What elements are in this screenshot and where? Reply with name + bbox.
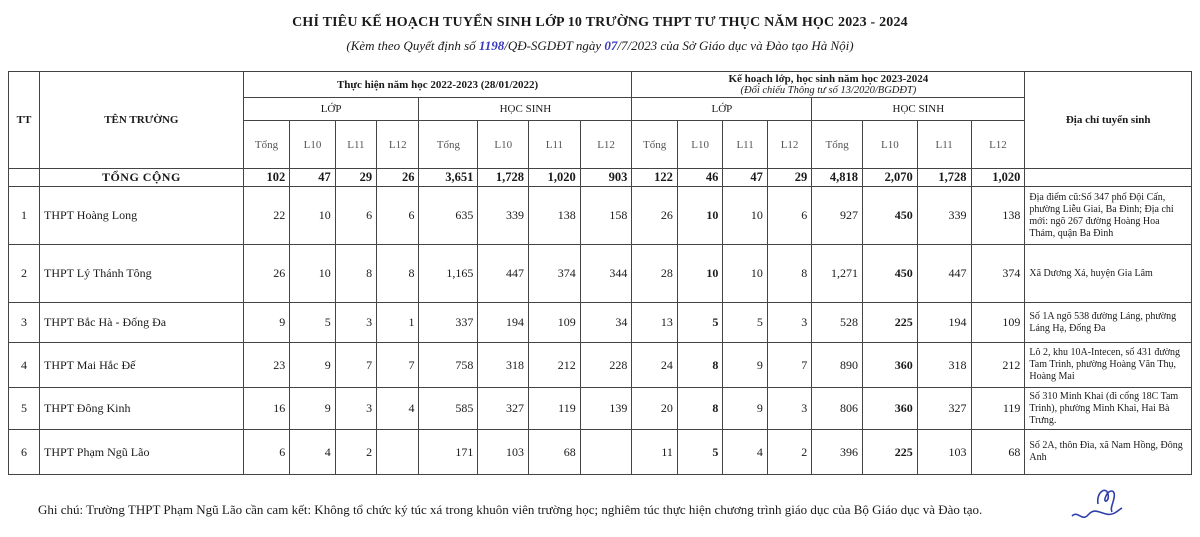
value-cell: 10 <box>677 245 722 303</box>
total-cell: 26 <box>377 169 419 187</box>
value-cell <box>377 430 419 475</box>
row-number: 5 <box>9 388 40 430</box>
total-cell: 1,020 <box>529 169 581 187</box>
school-name: THPT Phạm Ngũ Lão <box>40 430 244 475</box>
value-cell: 194 <box>917 303 971 343</box>
row-number: 1 <box>9 187 40 245</box>
sub-header: Tổng <box>632 121 677 169</box>
value-cell: 447 <box>917 245 971 303</box>
value-cell: 212 <box>971 343 1025 388</box>
value-cell: 10 <box>290 187 335 245</box>
value-cell: 9 <box>290 343 335 388</box>
total-cell: 47 <box>290 169 335 187</box>
subtitle-part2: /QĐ-SGDĐT ngày <box>504 38 605 53</box>
value-cell: 758 <box>419 343 478 388</box>
table-row <box>9 303 1192 343</box>
value-cell: 24 <box>632 343 677 388</box>
decision-day: 07 <box>604 38 618 53</box>
total-cell: 2,070 <box>862 169 917 187</box>
value-cell: 139 <box>580 388 632 430</box>
header-actual-hocsinh: HỌC SINH <box>419 98 632 121</box>
value-cell: 6 <box>377 187 419 245</box>
sub-header: L12 <box>767 121 811 169</box>
value-cell: 22 <box>243 187 290 245</box>
value-cell: 26 <box>243 245 290 303</box>
total-cell: 47 <box>723 169 767 187</box>
value-cell: 6 <box>335 187 376 245</box>
value-cell: 5 <box>290 303 335 343</box>
value-cell: 5 <box>723 303 767 343</box>
value-cell: 374 <box>529 245 581 303</box>
value-cell: 360 <box>862 343 917 388</box>
sub-header: L10 <box>677 121 722 169</box>
value-cell: 806 <box>812 388 863 430</box>
value-cell: 450 <box>862 245 917 303</box>
total-cell: 46 <box>677 169 722 187</box>
value-cell: 23 <box>243 343 290 388</box>
value-cell: 337 <box>419 303 478 343</box>
value-cell: 360 <box>862 388 917 430</box>
header-address: Địa chỉ tuyển sinh <box>1025 72 1192 169</box>
document-subtitle <box>0 38 1200 54</box>
value-cell: 339 <box>478 187 529 245</box>
sub-header: L11 <box>723 121 767 169</box>
sub-header: Tổng <box>419 121 478 169</box>
header-plan-hocsinh: HỌC SINH <box>812 98 1025 121</box>
table-row <box>9 388 1192 430</box>
value-cell: 327 <box>478 388 529 430</box>
subtitle-part1: (Kèm theo Quyết định số <box>346 38 479 53</box>
value-cell: 16 <box>243 388 290 430</box>
value-cell: 1,165 <box>419 245 478 303</box>
address-cell: Số 1A ngõ 538 đường Láng, phường Láng Hạ, Đống Đa <box>1025 303 1192 343</box>
enrollment-table <box>8 71 1192 475</box>
sub-header: L11 <box>529 121 581 169</box>
value-cell: 194 <box>478 303 529 343</box>
total-cell: 102 <box>243 169 290 187</box>
value-cell: 4 <box>723 430 767 475</box>
school-name: THPT Mai Hắc Đế <box>40 343 244 388</box>
total-cell: 1,728 <box>478 169 529 187</box>
value-cell: 339 <box>917 187 971 245</box>
value-cell: 528 <box>812 303 863 343</box>
value-cell: 7 <box>335 343 376 388</box>
value-cell: 2 <box>767 430 811 475</box>
value-cell: 228 <box>580 343 632 388</box>
value-cell: 447 <box>478 245 529 303</box>
value-cell: 10 <box>723 245 767 303</box>
row-number: 3 <box>9 303 40 343</box>
value-cell: 9 <box>723 388 767 430</box>
value-cell: 8 <box>677 388 722 430</box>
sub-header: Tổng <box>812 121 863 169</box>
sub-header: L11 <box>335 121 376 169</box>
table-row <box>9 187 1192 245</box>
value-cell: 225 <box>862 303 917 343</box>
value-cell: 103 <box>917 430 971 475</box>
value-cell: 10 <box>723 187 767 245</box>
value-cell: 585 <box>419 388 478 430</box>
value-cell: 171 <box>419 430 478 475</box>
value-cell: 396 <box>812 430 863 475</box>
value-cell: 9 <box>723 343 767 388</box>
value-cell: 2 <box>335 430 376 475</box>
value-cell <box>580 430 632 475</box>
header-actual: Thực hiện năm học 2022-2023 (28/01/2022) <box>243 72 632 98</box>
school-name: THPT Hoàng Long <box>40 187 244 245</box>
value-cell: 3 <box>335 303 376 343</box>
value-cell: 8 <box>677 343 722 388</box>
value-cell: 6 <box>767 187 811 245</box>
sub-header: L12 <box>580 121 632 169</box>
row-number: 2 <box>9 245 40 303</box>
address-cell: Địa điểm cũ:Số 347 phố Đội Cấn, phường Liễu Giai, Ba Đình; Địa chỉ mới: ngõ 267 đường Hoàng Hoa Thám, quận Ba Đình <box>1025 187 1192 245</box>
value-cell: 8 <box>377 245 419 303</box>
value-cell: 13 <box>632 303 677 343</box>
signature-icon <box>1068 482 1124 528</box>
value-cell: 138 <box>529 187 581 245</box>
sub-header: L12 <box>377 121 419 169</box>
table-row <box>9 343 1192 388</box>
value-cell: 109 <box>971 303 1025 343</box>
value-cell: 3 <box>767 303 811 343</box>
value-cell: 158 <box>580 187 632 245</box>
value-cell: 7 <box>767 343 811 388</box>
header-actual-lop: LỚP <box>243 98 419 121</box>
subtitle-part3: /7/2023 của Sở Giáo dục và Đào tạo Hà Nội) <box>617 38 854 53</box>
value-cell: 20 <box>632 388 677 430</box>
value-cell: 212 <box>529 343 581 388</box>
sub-header: L11 <box>917 121 971 169</box>
value-cell: 11 <box>632 430 677 475</box>
value-cell: 374 <box>971 245 1025 303</box>
value-cell: 3 <box>335 388 376 430</box>
sub-header: L10 <box>290 121 335 169</box>
value-cell: 890 <box>812 343 863 388</box>
value-cell: 327 <box>917 388 971 430</box>
sub-header: L12 <box>971 121 1025 169</box>
value-cell: 68 <box>971 430 1025 475</box>
total-tt-cell <box>9 169 40 187</box>
value-cell: 34 <box>580 303 632 343</box>
header-plan-note: (Đối chiếu Thông tư số 13/2020/BGDĐT) <box>740 85 917 96</box>
value-cell: 28 <box>632 245 677 303</box>
total-address-cell <box>1025 169 1192 187</box>
total-row <box>9 169 1192 187</box>
value-cell: 68 <box>529 430 581 475</box>
value-cell: 5 <box>677 430 722 475</box>
value-cell: 1,271 <box>812 245 863 303</box>
value-cell: 109 <box>529 303 581 343</box>
school-name: THPT Bắc Hà - Đống Đa <box>40 303 244 343</box>
value-cell: 103 <box>478 430 529 475</box>
value-cell: 10 <box>677 187 722 245</box>
total-cell: 29 <box>335 169 376 187</box>
sub-header: L10 <box>862 121 917 169</box>
value-cell: 119 <box>971 388 1025 430</box>
address-cell: Số 2A, thôn Đìa, xã Nam Hồng, Đông Anh <box>1025 430 1192 475</box>
total-cell: 4,818 <box>812 169 863 187</box>
table-row <box>9 245 1192 303</box>
value-cell: 344 <box>580 245 632 303</box>
value-cell: 1 <box>377 303 419 343</box>
address-cell: Lô 2, khu 10A-Intecen, số 431 đường Tam Trinh, phường Hoàng Văn Thụ, Hoàng Mai <box>1025 343 1192 388</box>
value-cell: 10 <box>290 245 335 303</box>
header-tt: TT <box>9 72 40 169</box>
value-cell: 4 <box>377 388 419 430</box>
header-plan-lop: LỚP <box>632 98 812 121</box>
value-cell: 7 <box>377 343 419 388</box>
total-label: TỔNG CỘNG <box>40 169 244 187</box>
value-cell: 927 <box>812 187 863 245</box>
value-cell: 318 <box>478 343 529 388</box>
value-cell: 26 <box>632 187 677 245</box>
total-cell: 122 <box>632 169 677 187</box>
value-cell: 450 <box>862 187 917 245</box>
total-cell: 29 <box>767 169 811 187</box>
table-row <box>9 430 1192 475</box>
decision-number: 1198 <box>478 38 505 53</box>
value-cell: 138 <box>971 187 1025 245</box>
header-plan-title: Kế hoạch lớp, học sinh năm học 2023-2024 <box>728 73 929 85</box>
total-cell: 3,651 <box>419 169 478 187</box>
value-cell: 318 <box>917 343 971 388</box>
value-cell: 119 <box>529 388 581 430</box>
header-school: TÊN TRƯỜNG <box>40 72 244 169</box>
value-cell: 635 <box>419 187 478 245</box>
sub-header: Tổng <box>243 121 290 169</box>
value-cell: 5 <box>677 303 722 343</box>
value-cell: 6 <box>243 430 290 475</box>
row-number: 6 <box>9 430 40 475</box>
footnote: Ghi chú: Trường THPT Phạm Ngũ Lão cần cam kết: Không tổ chức ký túc xá trong khuôn viên trường học; nghiêm túc thực hiện chương trình giáo dục của Bộ Giáo dục và Đào tạo. <box>38 502 983 517</box>
value-cell: 4 <box>290 430 335 475</box>
document-title: CHỈ TIÊU KẾ HOẠCH TUYỂN SINH LỚP 10 TRƯỜNG THPT TƯ THỤC NĂM HỌC 2023 - 2024 <box>292 15 908 30</box>
address-cell: Xã Dương Xá, huyện Gia Lâm <box>1025 245 1192 303</box>
sub-header: L10 <box>478 121 529 169</box>
total-cell: 903 <box>580 169 632 187</box>
value-cell: 9 <box>243 303 290 343</box>
row-number: 4 <box>9 343 40 388</box>
header-plan <box>632 72 1025 98</box>
value-cell: 225 <box>862 430 917 475</box>
school-name: THPT Đông Kinh <box>40 388 244 430</box>
total-cell: 1,728 <box>917 169 971 187</box>
school-name: THPT Lý Thánh Tông <box>40 245 244 303</box>
address-cell: Số 310 Minh Khai (đi cổng 18C Tam Trinh), phường Minh Khai, Hai Bà Trưng. <box>1025 388 1192 430</box>
value-cell: 3 <box>767 388 811 430</box>
value-cell: 9 <box>290 388 335 430</box>
value-cell: 8 <box>335 245 376 303</box>
total-cell: 1,020 <box>971 169 1025 187</box>
value-cell: 8 <box>767 245 811 303</box>
